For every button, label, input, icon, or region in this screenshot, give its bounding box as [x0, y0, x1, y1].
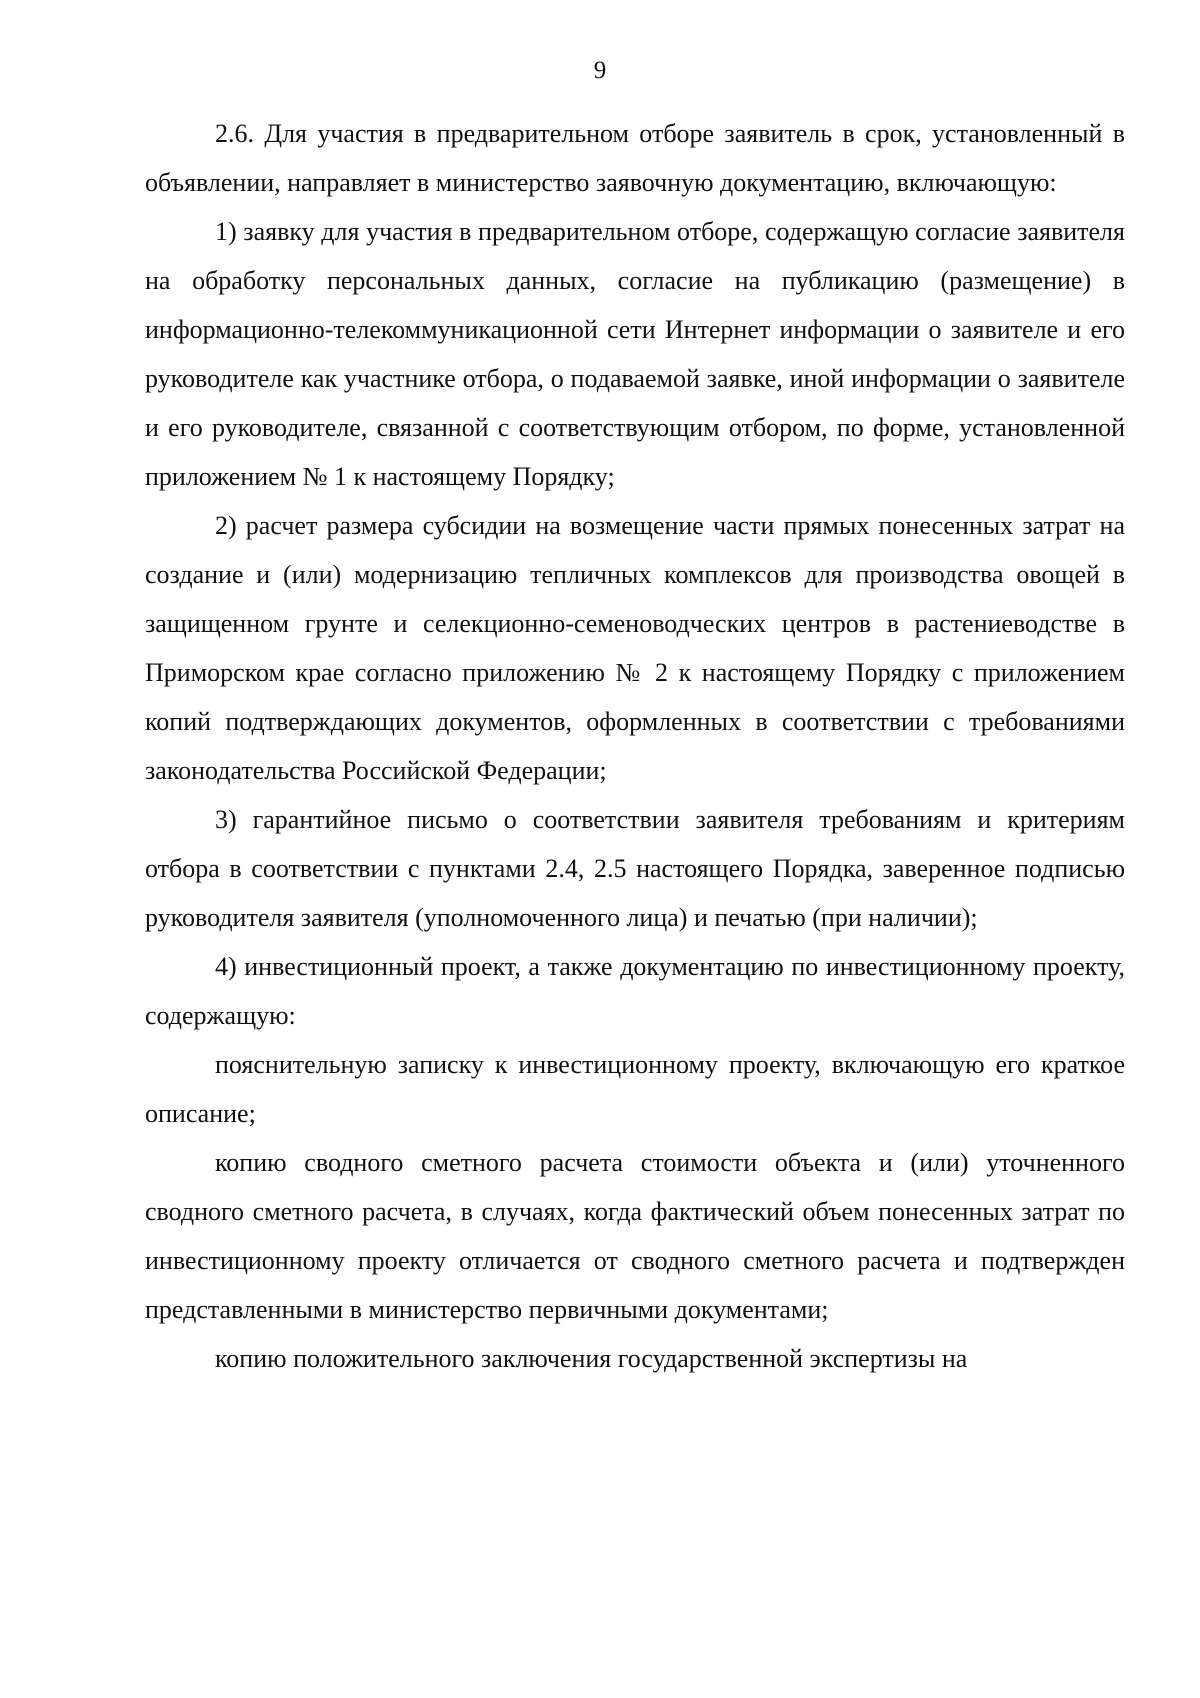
document-body	[145, 109, 1125, 1383]
sub-item-estimate-copy: копию сводного сметного расчета стоимости объекта и (или) уточненного сводного сметного расчета, в случаях, когда фактический объем понесенных затрат по инвестиционному проекту отличается от сводного сметного расчета и подтвержден представленными в министерство первичными документами;	[145, 1148, 1125, 1324]
sub-item-explanatory-note: пояснительную записку к инвестиционному проекту, включающую его краткое описание;	[145, 1050, 1125, 1128]
list-item-4-investment-project: 4) инвестиционный проект, а также документацию по инвестиционному проекту, содержащую:	[145, 952, 1125, 1030]
paragraph-2-6: 2.6. Для участия в предварительном отборе заявитель в срок, установленный в объявлении, направляет в министерство заявочную документацию, включающую:	[145, 119, 1125, 197]
list-item-2-subsidy-calculation: 2) расчет размера субсидии на возмещение части прямых понесенных затрат на создание и (или) модернизацию тепличных комплексов для производства овощей в защищенном грунте и селекционно-семеноводческих центров в растениеводстве в Приморском крае согласно приложению № 2 к настоящему Порядку с приложением копий подтверждающих документов, оформленных в соответствии с требованиями законодательства Российской Федерации;	[145, 511, 1125, 785]
list-item-3-guarantee-letter: 3) гарантийное письмо о соответствии заявителя требованиям и критериям отбора в соответствии с пунктами 2.4, 2.5 настоящего Порядка, заверенное подписью руководителя заявителя (уполномоченного лица) и печатью (при наличии);	[145, 805, 1125, 932]
sub-item-expertise-copy: копию положительного заключения государственной экспертизы на	[215, 1344, 968, 1373]
list-item-1-application: 1) заявку для участия в предварительном отборе, содержащую согласие заявителя на обработку персональных данных, согласие на публикацию (размещение) в информационно-телекоммуникационной сети Интернет информации о заявителе и его руководителе как участнике отбора, о подаваемой заявке, иной информации о заявителе и его руководителе, связанной с соответствующим отбором, по форме, установленной приложением № 1 к настоящему Порядку;	[145, 217, 1125, 491]
page-number: 9	[593, 57, 607, 84]
